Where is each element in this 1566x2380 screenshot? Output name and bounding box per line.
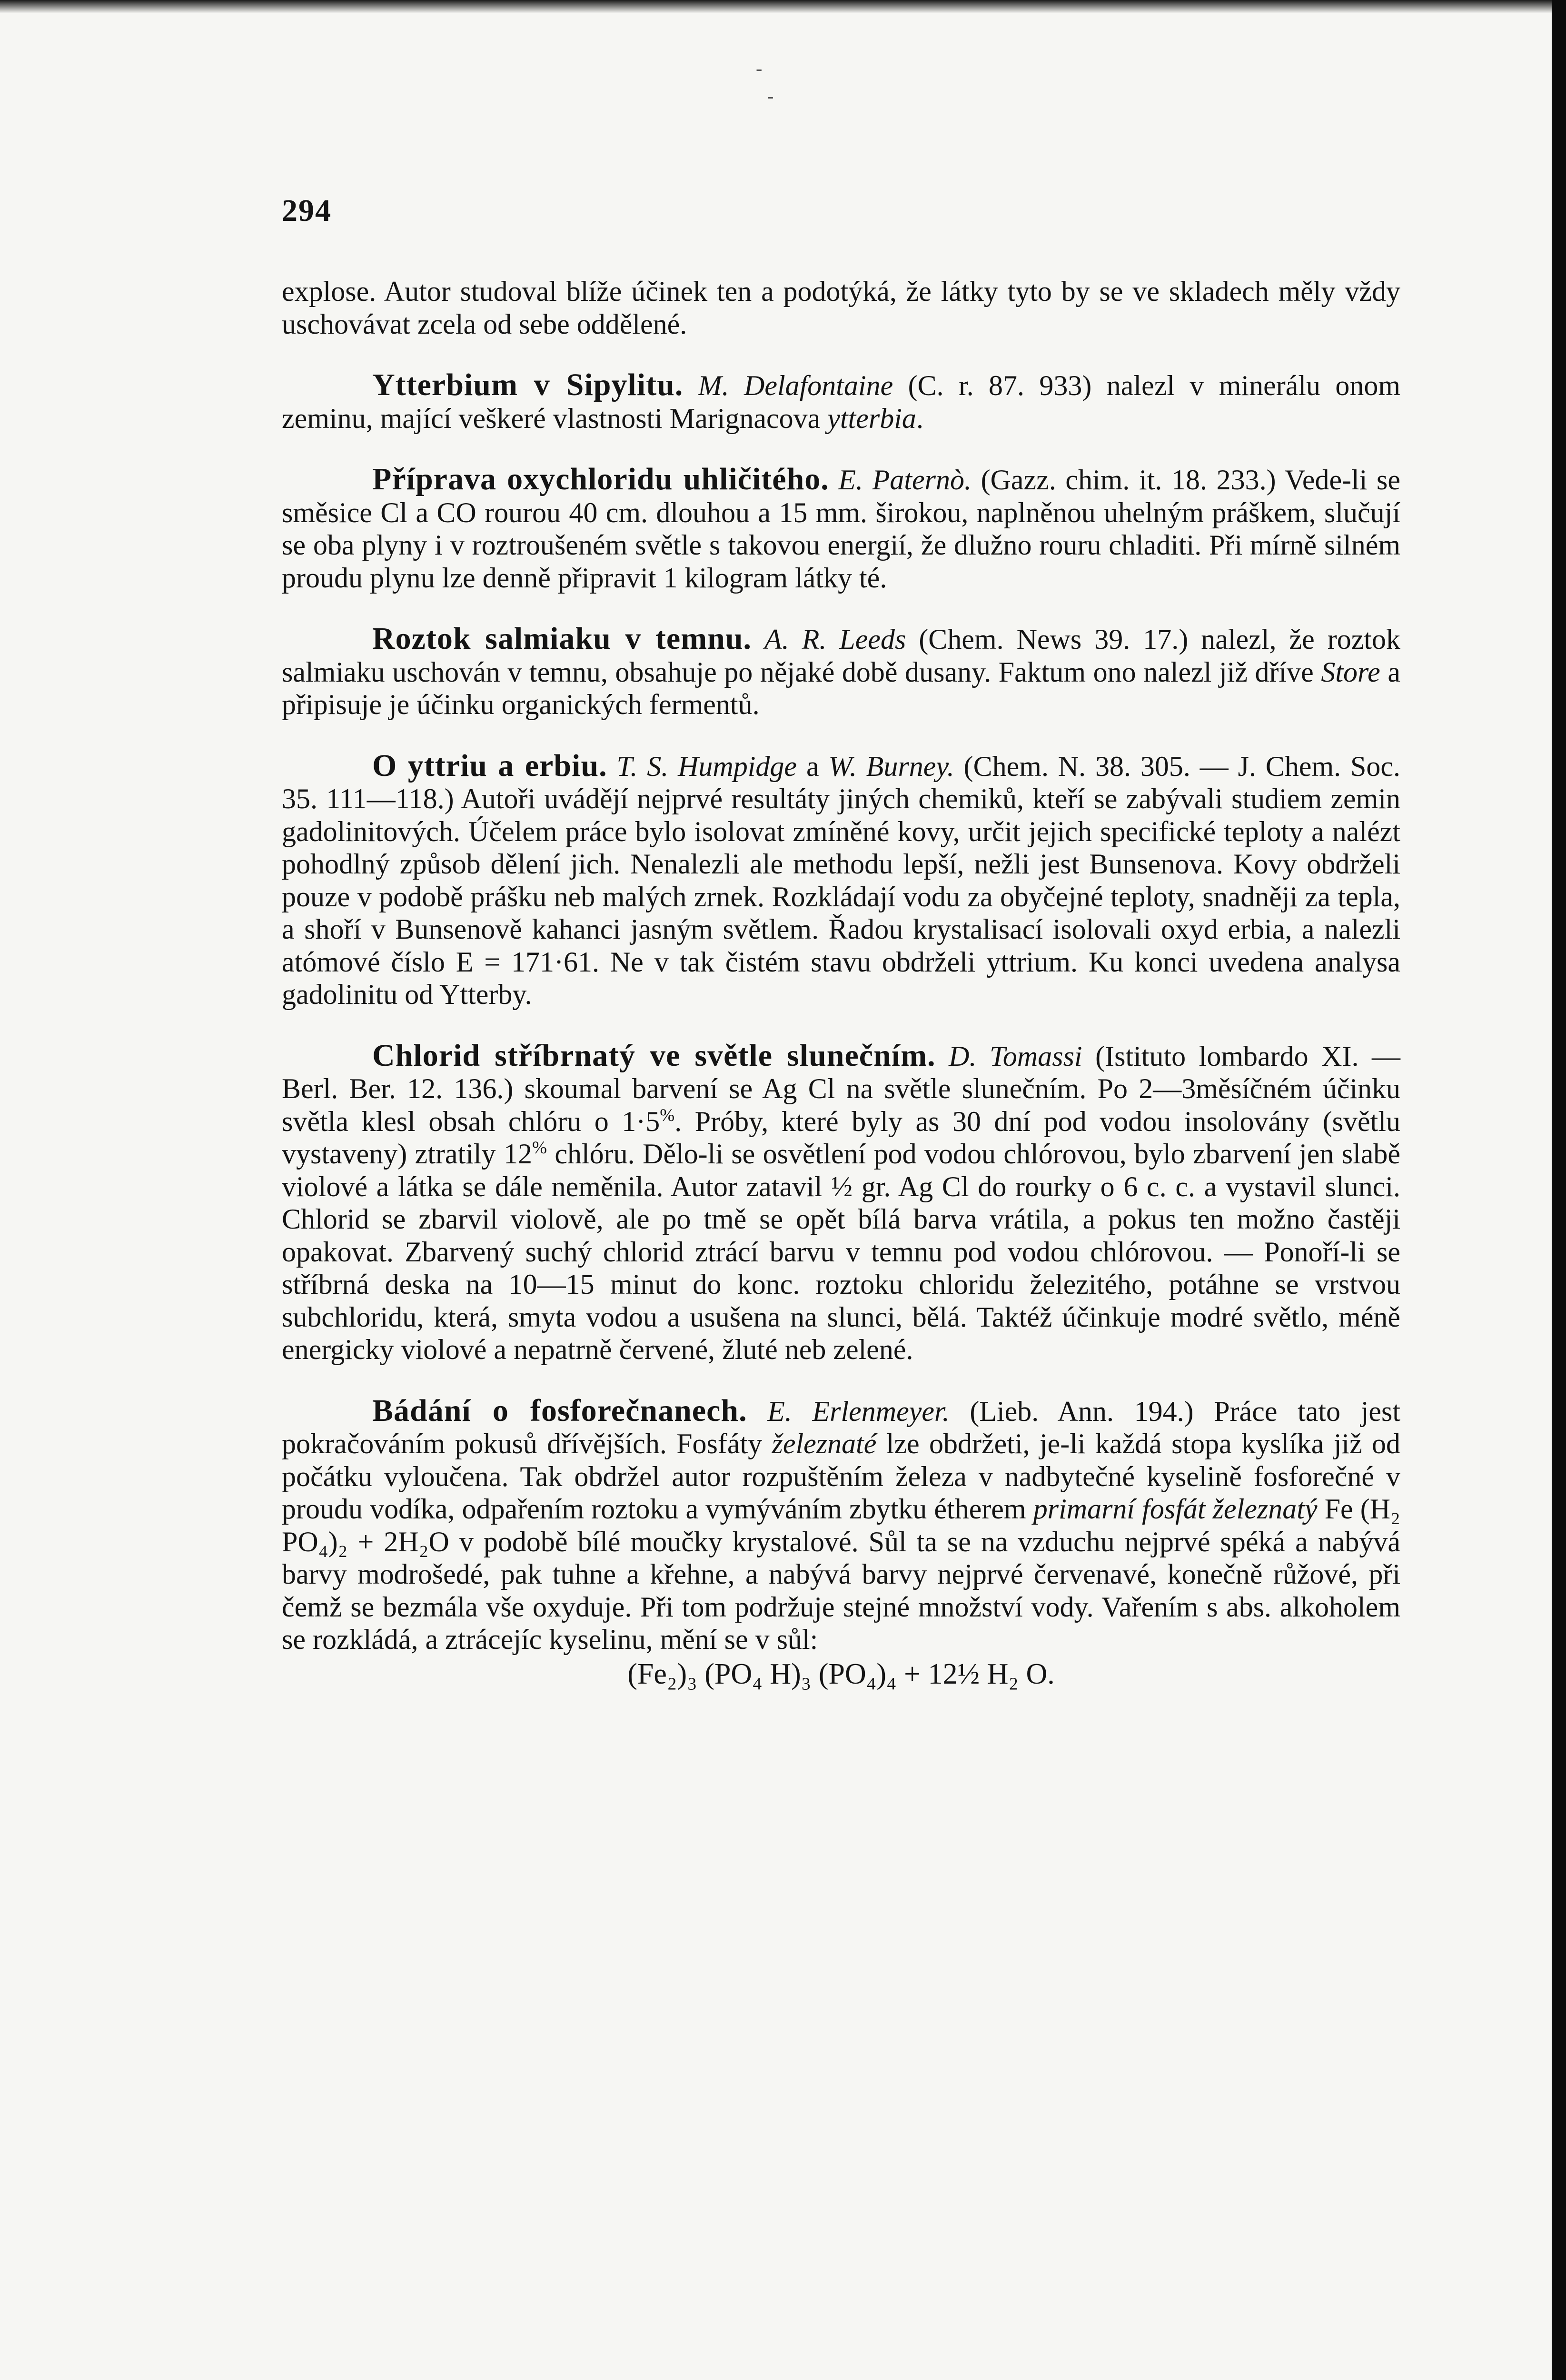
conjunction: a xyxy=(806,750,819,782)
author: M. Delafontaine xyxy=(698,370,893,401)
paragraph-text: a připisuje je účinku organických fermentů. xyxy=(282,656,1401,720)
author: T. S. Humpidge xyxy=(616,750,797,782)
paragraph-fosforecnany xyxy=(282,1395,1400,1656)
section-heading: Bádání o fosforečnanech. xyxy=(372,1393,747,1428)
paragraph-text: gr. Ag Cl do rourky o 6 c. c. a vystavil slunci. Chlorid se zbarvil violově, ale po tmě se opět bílá barva vrátila, a pokus ten možno častěji opakovat. Zbarvený suchý chlorid ztrácí barvu v temnu pod vodou chlórovou. — Ponoří-li se stříbrná deska na 10—15 minut do konc. roztoku chloridu železitého, potáhne se vrstvou subchloridu, která, smyta vodou a usušena na slunci, bělá. Taktéž účinkuje modré světlo, méně energicky violové a nepatrně červené, žluté neb zelené. xyxy=(282,1170,1401,1365)
fraction: ½ xyxy=(831,1170,853,1202)
page-number: 294 xyxy=(282,193,332,228)
author: W. Burney. xyxy=(828,750,954,782)
paragraph-text: nalezl v minerálu onom zeminu, mající veškeré vlastnosti Marignacova xyxy=(282,370,1401,434)
italic-term: primarní fosfát železnatý xyxy=(1033,1493,1318,1525)
section-heading: Příprava oxychloridu uhličitého. xyxy=(372,462,829,496)
author: D. Tomassi xyxy=(949,1040,1082,1072)
scan-right-edge xyxy=(1552,0,1566,2380)
paragraph-oxychlorid xyxy=(282,463,1400,594)
paragraph-text: v podobě bílé moučky krystalové. Sůl ta se na vzduchu nejprvé spéká a nabývá barvy modrošedé, pak tuhne a křehne, a nabývá barvy nejprvé červenavé, konečně růžové, při čemž se bezmála vše oxyduje. Při tom podržuje stejné množství vody. Vařením s abs. alkoholem se rozkládá, a ztrácejíc kyselinu, mění se v sůl: xyxy=(282,1526,1401,1655)
inline-formula: Fe (H₂ PO₄)₂ + 2H₂O xyxy=(282,1493,1401,1557)
section-heading: Roztok salmiaku v temnu. xyxy=(372,621,752,656)
author: E. Paternò. xyxy=(838,464,971,496)
paragraph-text: . Próby, které byly as 30 dní pod vodou insolovány (světlu vystaveny) ztratily 12 xyxy=(282,1105,1400,1170)
paragraph-text: (Lieb. Ann. 194.) Práce tato jest pokračováním pokusů dřívějších. Fosfáty xyxy=(282,1395,1401,1459)
author: A. R. Leeds xyxy=(764,624,906,655)
paragraph-ytterbium xyxy=(282,369,1400,435)
italic-term: železnaté xyxy=(772,1428,877,1459)
section-heading: Ytterbium v Sipylitu. xyxy=(372,367,684,402)
paragraph-text: explose. Autor studoval blíže účinek ten a podotýká, že látky tyto by se ve skladech měly vždy uschovávat zcela od sebe oddělené. xyxy=(282,276,1400,340)
author: E. Erlenmeyer. xyxy=(767,1395,950,1427)
italic-name: Store xyxy=(1321,656,1380,688)
paragraph-text: (Chem. N. 38. 305. — J. Chem. Soc. 35. 111—118.) Autoři uvádějí nejprvé resultáty jiných chemiků, kteří se zabývali studiem zemin gadolinitových. Účelem práce bylo isolovat zmíněné kovy, určit jejich specifické teploty a nalézt pohodlný způsob dělení jich. Nenalezli ale methodu lepší, nežli jest Bunsenova. Kovy obdrželi pouze v podobě prášku neb malých zrnek. Rozkládají vodu za obyčejné teploty, snadněji za tepla, a shoří v Bunsenově kahanci jasným světlem. Řadou krystalisací isolovali oxyd erbia, a nalezli atómové číslo E = 171·61. Ne v tak čistém stavu obdrželi yttrium. Ku konci uvedena analysa gadolinitu od Ytterby. xyxy=(282,750,1401,1010)
scan-mark: - xyxy=(767,85,774,107)
paragraph-text: (Gazz. chim. it. 18. 233.) Vede-li se směsice Cl a CO rourou 40 cm. dlouhou a 15 mm. širokou, naplněnou uhelným práškem, slučují se oba plyny i v roztroušeném světle s takovou energií, že dlužno rouru chladiti. Při mírně silném proudu plynu lze denně připravit 1 kilogram látky té. xyxy=(282,464,1401,594)
page-body xyxy=(282,275,1400,1690)
paragraph-text: chlóru. Dělo-li se osvětlení pod vodou chlórovou, bylo zbarvení jen slabě violové a látka se dále neměnila. Autor zatavil xyxy=(282,1138,1401,1202)
paragraph-text: (Istituto lombardo XI. — Berl. Ber. 12. 136.) skoumal barvení se Ag Cl na světle slunečním. Po 2—3měsíčném účinku světla klesl obsah chlóru o 1·5 xyxy=(282,1040,1401,1137)
citation: (C. r. 87. 933) xyxy=(908,370,1092,401)
paragraph-salmiak xyxy=(282,623,1400,721)
scan-top-edge xyxy=(0,0,1552,13)
chemical-formula: (Fe₂)₃ (PO₄ H)₃ (PO₄)₄ + 12½ H₂ O. xyxy=(627,1657,1055,1690)
section-heading: Chlorid stříbrnatý ve světle slunečním. xyxy=(372,1038,936,1073)
paragraph-chlorid xyxy=(282,1040,1400,1366)
paragraph-text: lze obdržeti, je-li každá stopa kyslíka již od počátku vyloučena. Tak obdržel autor rozpuštěním železa v nadbytečné kyselině fosforečné v proudu vodíka, odpařením roztoku a vymýváním zbytku étherem xyxy=(282,1428,1401,1525)
italic-term: ytterbia xyxy=(827,402,916,434)
percent-sign: % xyxy=(532,1138,547,1158)
paragraph-explose xyxy=(282,275,1400,340)
percent-sign: % xyxy=(660,1105,675,1125)
punctuation: . xyxy=(916,402,923,434)
section-heading: O yttriu a erbiu. xyxy=(372,748,607,783)
paragraph-yttrium xyxy=(282,750,1400,1011)
paragraph-text: (Chem. News 39. 17.) nalezl, že roztok salmiaku uschován v temnu, obsahuje po nějaké době dusany. Faktum ono nalezl již dříve xyxy=(282,624,1401,688)
scan-mark: - xyxy=(756,58,763,79)
